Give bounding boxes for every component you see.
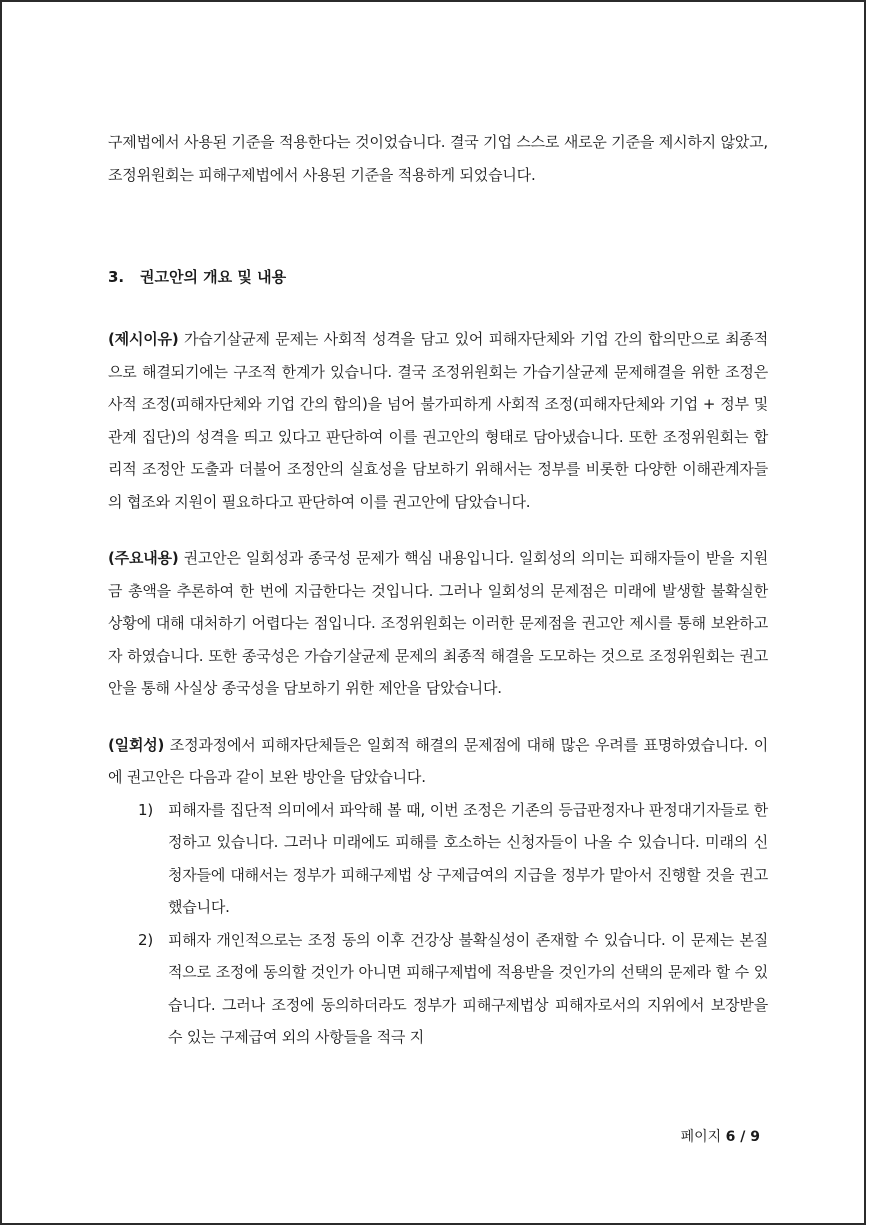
paragraph-label: (주요내용) (108, 549, 179, 567)
paragraph-text: 권고안은 일회성과 종국성 문제가 핵심 내용입니다. 일회성의 의미는 피해자들이 받을 지원금 총액을 추론하여 한 번에 지급한다는 것입니다. 그러나 일회성의 문제점은 미래에 발생할 불확실한 상황에 대해 대처하기 어렵다는 점입니다. 조정위원회는 이러한 문제점을 권고안 제시를 통해 보완하고자 하였습니다. 또한 종국성은 가습기살균제 문제의 최종적 해결을 도모하는 것으로 조정위원회는 권고안을 통해 사실상 종국성을 담보하기 위한 제안을 담았습니다. (108, 549, 768, 697)
paragraph-text: 조정과정에서 피해자단체들은 일회적 해결의 문제점에 대해 많은 우려를 표명하였습니다. 이에 권고안은 다음과 같이 보완 방안을 담았습니다. (108, 735, 768, 786)
list-item-text: 피해자 개인적으로는 조정 동의 이후 건강상 불확실성이 존재할 수 있습니다. 이 문제는 본질적으로 조정에 동의할 것인가 아니면 피해구제법에 적용받을 것인가의 선택의 문제라 할 수 있습니다. 그러나 조정에 동의하더라도 정부가 피해구제법상 피해자로서의 지위에서 보장받을 수 있는 구제급여 외의 사항들을 적극 지 (168, 930, 768, 1046)
paragraph-text: 가습기살균제 문제는 사회적 성격을 담고 있어 피해자단체와 기업 간의 합의만으로 최종적으로 해결되기에는 구조적 한계가 있습니다. 결국 조정위원회는 가습기살균제 문제해결을 위한 조정은 사적 조정(피해자단체와 기업 간의 합의)을 넘어 불가피하게 사회적 조정(피해자단체와 기업 + 정부 및 관계 집단)의 성격을 띄고 있다고 판단하여 이를 권고안의 형태로 담아냈습니다. 또한 조정위원회는 합리적 조정안 도출과 더불어 조정안의 실효성을 담보하기 위해서는 정부를 비롯한 다양한 이해관계자들의 협조와 지원이 필요하다고 판단하여 이를 권고안에 담았습니다. (108, 330, 768, 511)
intro-paragraph: 구제법에서 사용된 기준을 적용한다는 것이었습니다. 결국 기업 스스로 새로운 기준을 제시하지 않았고, 조정위원회는 피해구제법에서 사용된 기준을 적용하게 되었습니다. (108, 133, 768, 184)
section-title: 권고안의 개요 및 내용 (140, 268, 287, 286)
page-number: 6 / 9 (725, 1129, 760, 1145)
section-heading (108, 261, 768, 293)
page-content (108, 126, 768, 1054)
paragraph-main-content (108, 542, 768, 705)
paragraph-label: (일회성) (108, 735, 165, 754)
page-footer (681, 1126, 760, 1146)
list-marker: 2) (138, 930, 153, 949)
numbered-list (108, 794, 768, 1054)
list-item (108, 794, 768, 924)
list-item-text: 피해자를 집단적 의미에서 파악해 볼 때, 이번 조정은 기존의 등급판정자나 판정대기자들로 한정하고 있습니다. 그러나 미래에도 피해를 호소하는 신청자들이 나올 수 있습니다. 미래의 신청자들에 대해서는 정부가 피해구제법 상 구제급여의 지급을 정부가 맡아서 진행할 것을 권고했습니다. (168, 800, 768, 916)
paragraph-reason (108, 323, 768, 518)
section-number: 3. (108, 268, 125, 286)
page-label: 페이지 (680, 1129, 722, 1145)
list-marker: 1) (138, 800, 153, 819)
paragraph-label: (제시이유) (108, 330, 179, 348)
paragraph-one-time (108, 729, 768, 794)
list-item (108, 924, 768, 1054)
